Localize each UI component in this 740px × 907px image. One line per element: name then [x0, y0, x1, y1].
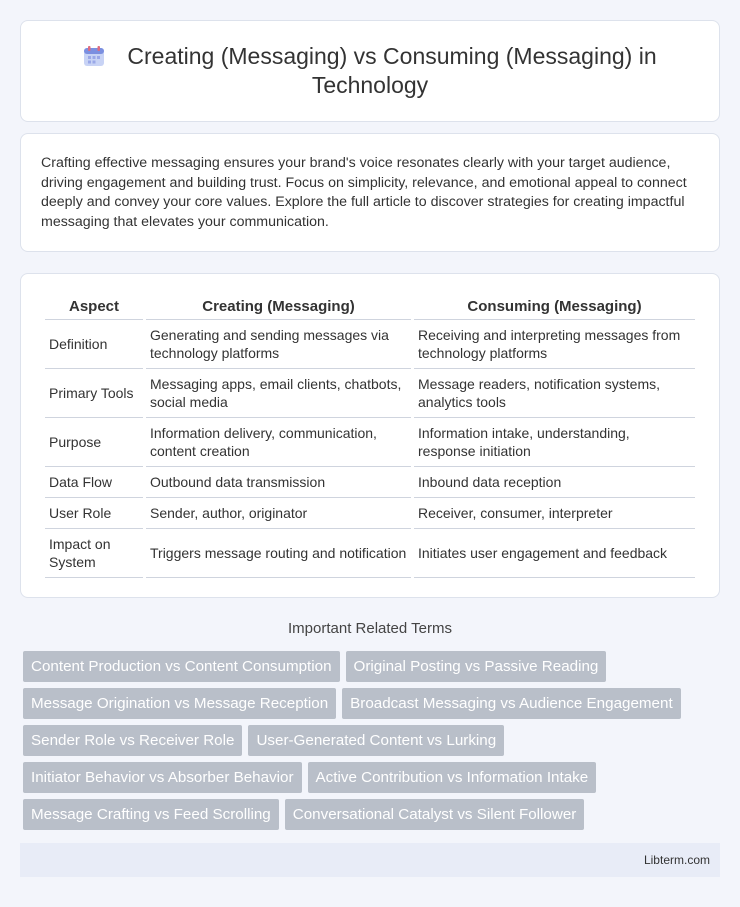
table-cell: Initiates user engagement and feedback [414, 529, 695, 578]
term-row [23, 762, 723, 793]
table-cell: Inbound data reception [414, 467, 695, 498]
header-creating: Creating (Messaging) [146, 294, 411, 320]
table-row [45, 369, 695, 418]
table-row [45, 529, 695, 578]
table-row [45, 498, 695, 529]
term-tag[interactable]: Active Contribution vs Information Intake [308, 762, 597, 793]
header-aspect: Aspect [45, 294, 143, 320]
table-cell: Information intake, understanding, response initiation [414, 418, 695, 467]
term-tag[interactable]: Conversational Catalyst vs Silent Follower [285, 799, 585, 830]
table-cell: Primary Tools [45, 369, 143, 418]
calendar-icon [83, 45, 105, 67]
table-cell: Receiver, consumer, interpreter [414, 498, 695, 529]
comparison-table [42, 294, 698, 578]
related-terms-heading: Important Related Terms [288, 620, 452, 637]
table-cell: Message readers, notification systems, analytics tools [414, 369, 695, 418]
term-row [23, 688, 723, 719]
comparison-card [20, 273, 720, 598]
table-cell: Data Flow [45, 467, 143, 498]
term-tag[interactable]: Initiator Behavior vs Absorber Behavior [23, 762, 302, 793]
term-tag[interactable]: Original Posting vs Passive Reading [346, 651, 607, 682]
table-cell: Outbound data transmission [146, 467, 411, 498]
page-title-wrap [61, 42, 679, 100]
table-cell: User Role [45, 498, 143, 529]
table-cell: Receiving and interpreting messages from technology platforms [414, 320, 695, 369]
table-row [45, 320, 695, 369]
table-cell: Impact on System [45, 529, 143, 578]
term-tag[interactable]: Broadcast Messaging vs Audience Engagement [342, 688, 681, 719]
table-cell: Information delivery, communication, content creation [146, 418, 411, 467]
term-row [23, 799, 723, 830]
footer [20, 843, 720, 877]
table-cell: Sender, author, originator [146, 498, 411, 529]
page-title: Creating (Messaging) vs Consuming (Messaging) in Technology [127, 43, 657, 98]
table-cell: Generating and sending messages via technology platforms [146, 320, 411, 369]
table-row [45, 467, 695, 498]
title-card [20, 20, 720, 122]
intro-card [20, 133, 720, 252]
intro-text: Crafting effective messaging ensures your brand's voice resonates clearly with your target audience, driving engagement and building trust. Focus on simplicity, relevance, and emotional appeal to connect deeply and convey your core values. Explore the full article to discover strategies for creating impactful messaging that elevates your communication. [41, 155, 687, 230]
term-tag[interactable]: Content Production vs Content Consumption [23, 651, 340, 682]
related-terms [23, 651, 723, 836]
table-cell: Triggers message routing and notification [146, 529, 411, 578]
table-cell: Messaging apps, email clients, chatbots, social media [146, 369, 411, 418]
table-header-row [45, 294, 695, 320]
table-row [45, 418, 695, 467]
footer-site-link[interactable]: Libterm.com [643, 853, 710, 867]
term-row [23, 651, 723, 682]
header-consuming: Consuming (Messaging) [414, 294, 695, 320]
term-tag[interactable]: User-Generated Content vs Lurking [248, 725, 504, 756]
term-row [23, 725, 723, 756]
table-cell: Purpose [45, 418, 143, 467]
table-cell: Definition [45, 320, 143, 369]
term-tag[interactable]: Message Crafting vs Feed Scrolling [23, 799, 279, 830]
term-tag[interactable]: Message Origination vs Message Reception [23, 688, 336, 719]
term-tag[interactable]: Sender Role vs Receiver Role [23, 725, 242, 756]
